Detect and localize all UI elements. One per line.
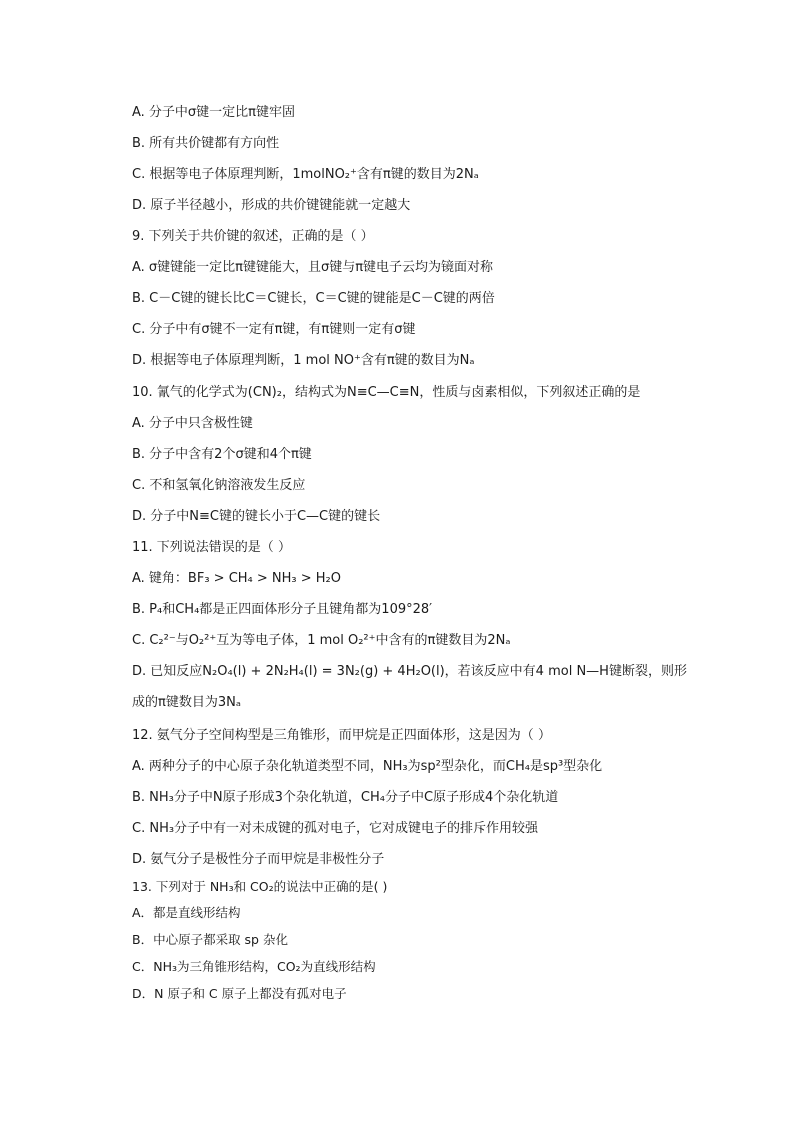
q13-option-b: B．中心原子都采取 sp 杂化 bbox=[132, 932, 288, 947]
q10-option-a: A. 分子中只含极性键 bbox=[132, 416, 253, 431]
q12-option-b: B. NH₃分子中N原子形成3个杂化轨道，CH₄分子中C原子形成4个杂化轨道 bbox=[132, 790, 559, 805]
q10-option-b: B. 分子中含有2个σ键和4个π键 bbox=[132, 447, 312, 462]
q9-stem: 9. 下列关于共价键的叙述，正确的是（ ） bbox=[132, 229, 374, 244]
q10-stem: 10. 氰气的化学式为(CN)₂，结构式为N≡C—C≡N，性质与卤素相似，下列叙述正确的是 bbox=[132, 385, 641, 400]
q12-option-d: D. 氨气分子是极性分子而甲烷是非极性分子 bbox=[132, 852, 385, 867]
q11-option-d: D. 已知反应N₂O₄(l) + 2N₂H₄(l) = 3N₂(g) + 4H₂O(l)，若该反应中有4 mol N—H键断裂，则形 bbox=[132, 664, 687, 679]
q11-option-a: A. 键角：BF₃ > CH₄ > NH₃ > H₂O bbox=[132, 571, 342, 586]
q12-option-c: C. NH₃分子中有一对未成键的孤对电子，它对成键电子的排斥作用较强 bbox=[132, 821, 539, 836]
q12-option-a: A. 两种分子的中心原子杂化轨道类型不同，NH₃为sp²型杂化，而CH₄是sp³型杂化 bbox=[132, 759, 603, 774]
q8-option-d: D. 原子半径越小，形成的共价键键能就一定越大 bbox=[132, 198, 411, 213]
q13-option-d: D．N 原子和 C 原子上都没有孤对电子 bbox=[132, 986, 347, 1001]
q11-option-c: C. C₂²⁻与O₂²⁺互为等电子体，1 mol O₂²⁺中含有的π键数目为2Nₐ bbox=[132, 633, 511, 648]
q11-stem: 11. 下列说法错误的是（ ） bbox=[132, 540, 291, 555]
q12-stem: 12. 氨气分子空间构型是三角锥形，而甲烷是正四面体形，这是因为（ ） bbox=[132, 728, 551, 743]
q8-option-b: B. 所有共价键都有方向性 bbox=[132, 136, 280, 151]
q13-stem: 13. 下列对于 NH₃和 CO₂的说法中正确的是( ) bbox=[132, 879, 388, 894]
q10-option-c: C. 不和氢氧化钠溶液发生反应 bbox=[132, 478, 306, 493]
q9-option-b: B. C－C键的键长比C＝C键长，C＝C键的键能是C－C键的两倍 bbox=[132, 291, 495, 306]
q9-option-c: C. 分子中有σ键不一定有π键，有π键则一定有σ键 bbox=[132, 322, 416, 337]
q8-option-c: C. 根据等电子体原理判断，1molNO₂⁺含有π键的数目为2Nₐ bbox=[132, 167, 479, 182]
q13-option-a: A．都是直线形结构 bbox=[132, 905, 241, 920]
q11-option-d-continued: 成的π键数目为3Nₐ bbox=[132, 695, 241, 710]
q13-option-c: C．NH₃为三角锥形结构，CO₂为直线形结构 bbox=[132, 959, 376, 974]
q10-option-d: D. 分子中N≡C键的键长小于C—C键的键长 bbox=[132, 509, 381, 524]
q11-option-b: B. P₄和CH₄都是正四面体形分子且键角都为109°28′ bbox=[132, 602, 433, 617]
q9-option-d: D. 根据等电子体原理判断，1 mol NO⁺含有π键的数目为Nₐ bbox=[132, 353, 475, 368]
q8-option-a: A. 分子中σ键一定比π键牢固 bbox=[132, 105, 295, 120]
q9-option-a: A. σ键键能一定比π键键能大，且σ键与π键电子云均为镜面对称 bbox=[132, 260, 494, 275]
